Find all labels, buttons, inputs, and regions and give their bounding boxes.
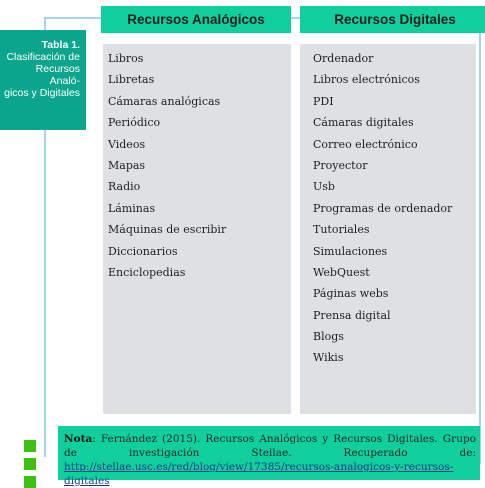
bullet-square — [24, 476, 36, 488]
analog-resources-list — [103, 44, 291, 414]
list-item: Mapas — [108, 158, 146, 172]
list-item: Proyector — [313, 158, 368, 172]
list-item: Libretas — [108, 73, 155, 87]
list-item: Máquinas de escribir — [108, 223, 227, 237]
list-item: Simulaciones — [313, 244, 388, 258]
list-item: Blogs — [313, 330, 344, 344]
list-item: Tutoriales — [313, 223, 370, 237]
list-item: Libros electrónicos — [313, 73, 420, 87]
table-caption-line: Recursos Analó- — [35, 63, 80, 87]
column-header-digital: Recursos Digitales — [300, 6, 485, 33]
list-item: Páginas webs — [313, 287, 389, 301]
list-item: Programas de ordenador — [313, 201, 453, 215]
bullet-square — [24, 458, 36, 470]
list-item: Enciclopedias — [108, 265, 186, 279]
list-item: PDI — [313, 94, 334, 108]
list-item: Usb — [313, 180, 335, 194]
list-item: Diccionarios — [108, 244, 178, 258]
list-item: Wikis — [313, 351, 344, 365]
table-caption — [0, 30, 86, 130]
digital-resources-list — [300, 44, 476, 414]
source-note — [58, 426, 480, 487]
list-item: Libros — [108, 52, 144, 65]
list-item: Láminas — [108, 201, 156, 215]
note-label: Nota — [64, 433, 93, 445]
frame-line-right — [479, 17, 481, 464]
source-link[interactable]: http://stellae.usc.es/red/blog/view/17385/recursos-analogicos-y-recursos-digitales — [64, 461, 454, 487]
list-item: Periódico — [108, 116, 161, 130]
table-number: Tabla 1. — [41, 39, 80, 51]
list-item: Cámaras analógicas — [108, 94, 221, 108]
bullet-square — [24, 440, 36, 452]
list-item: Cámaras digitales — [313, 116, 414, 130]
note-text: : Fernández (2015). Recursos Analógicos y Recursos Digitales. Grupo de investigación Stellae. Recuperado de: — [64, 433, 476, 459]
table-caption-line: Clasificación de — [6, 51, 80, 63]
list-item: Ordenador — [313, 52, 374, 65]
table-caption-line: gicos y Digitales — [4, 87, 80, 99]
list-item: Prensa digital — [313, 308, 391, 322]
column-header-analog: Recursos Analógicos — [101, 6, 291, 33]
list-item: Radio — [108, 180, 141, 194]
list-item: WebQuest — [313, 265, 370, 279]
list-item: Correo electrónico — [313, 137, 418, 151]
list-item: Videos — [108, 137, 146, 151]
